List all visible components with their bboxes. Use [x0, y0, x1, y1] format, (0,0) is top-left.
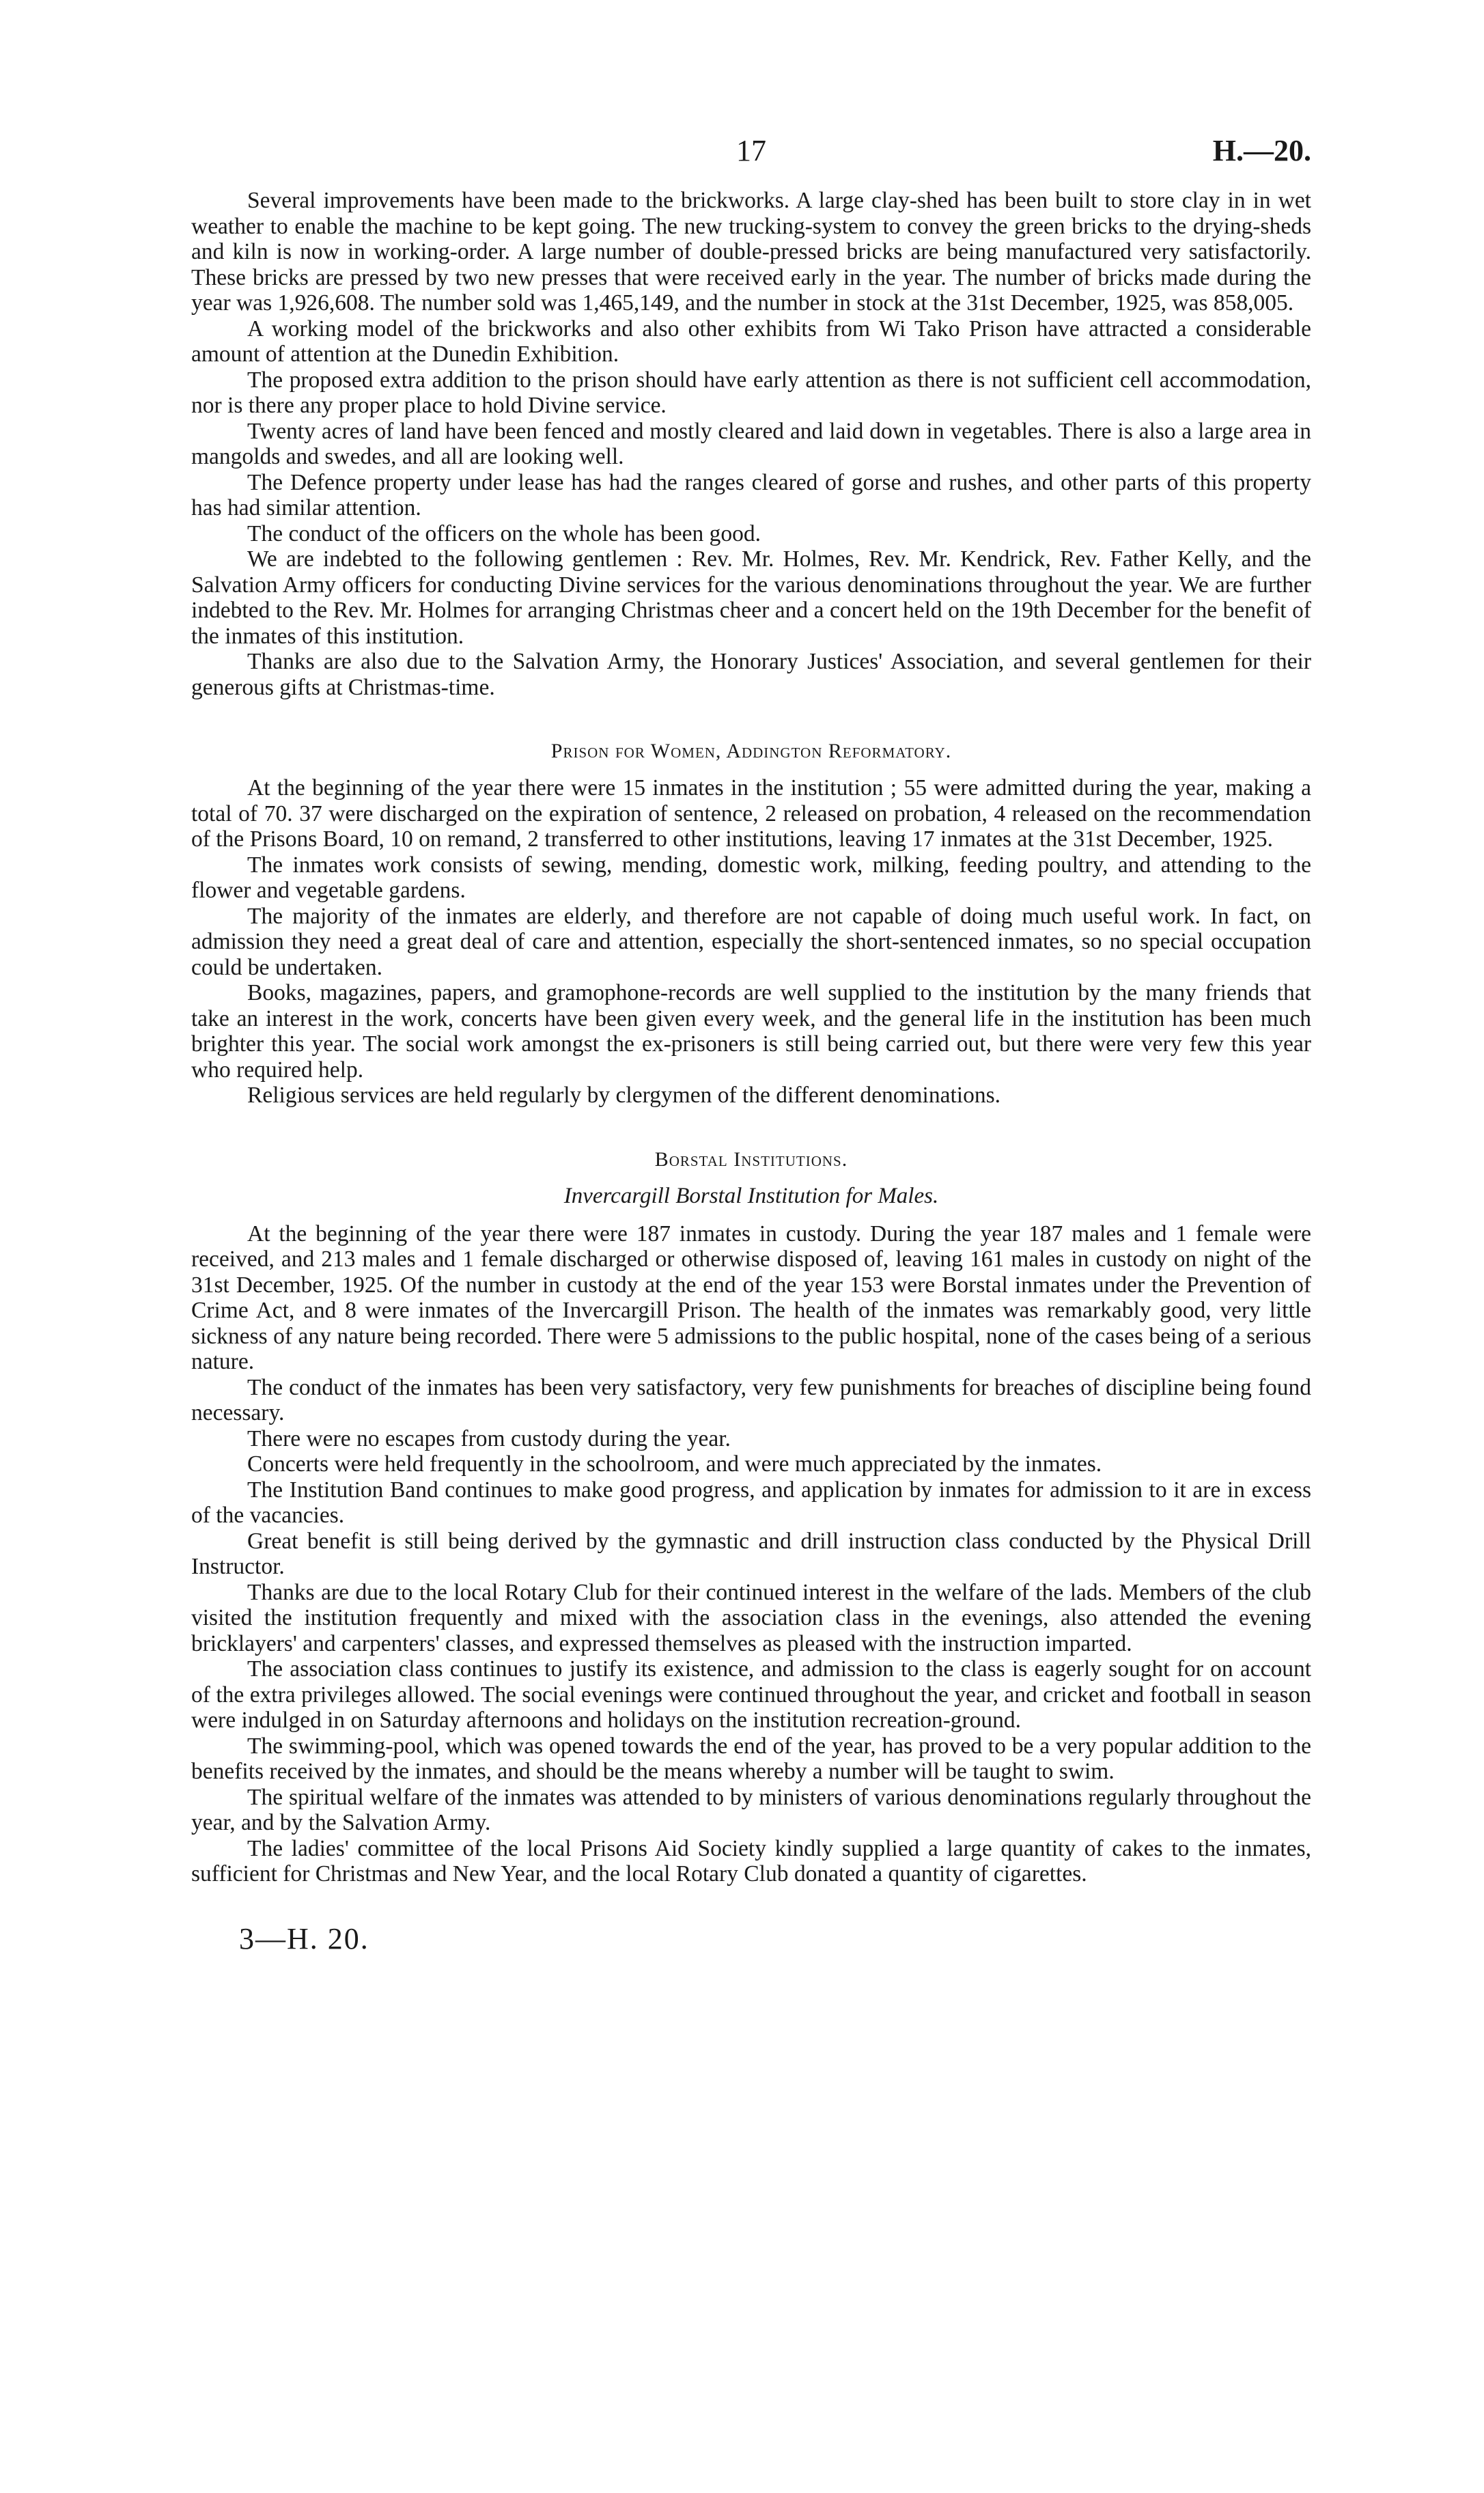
- paragraph: The spiritual welfare of the inmates was attended to by ministers of various denominations regularly throughout the year, and by the Salvation Army.: [191, 1784, 1311, 1835]
- paragraph: The association class continues to justify its existence, and admission to the class is eagerly sought for on account of the extra privileges allowed. The social evenings were continued throughout the year, and cricket and football in season were indulged in on Saturday afternoons and holidays on the institution recreation-ground.: [191, 1656, 1311, 1733]
- paragraph: The majority of the inmates are elderly, and therefore are not capable of doing much useful work. In fact, on admission they need a great deal of care and attention, especially the short-sentenced inmates, so no special occupation could be undertaken.: [191, 903, 1311, 980]
- paragraph: The conduct of the officers on the whole has been good.: [247, 520, 761, 546]
- women-prison-section: [191, 740, 1311, 1109]
- paragraph: The ladies' committee of the local Prisons Aid Society kindly supplied a large quantity of cakes to the inmates, sufficient for Christmas and New Year, and the local Rotary Club donated a quantity of cigarettes.: [191, 1835, 1311, 1886]
- paragraph: The Institution Band continues to make good progress, and application by inmates for admission to it are in excess of the vacancies.: [191, 1477, 1311, 1528]
- paragraph: At the beginning of the year there were 187 inmates in custody. During the year 187 males and 1 female were received, and 213 males and 1 female discharged or otherwise disposed of, leaving 161 males in custody on night of the 31st December, 1925. Of the number in custody at the end of the year 153 were Borstal inmates under the Prevention of Crime Act, and 8 were inmates of the Invercargill Prison. The health of the inmates was remarkably good, very little sickness of any nature being recorded. There were 5 admissions to the public hospital, none of the cases being of a serious nature.: [191, 1221, 1311, 1374]
- paragraph: The inmates work consists of sewing, mending, domestic work, milking, feeding poultry, and attending to the flower and vegetable gardens.: [191, 852, 1311, 903]
- section-heading: Prison for Women, Addington Reformatory.: [550, 740, 952, 762]
- borstal-section: [191, 1148, 1311, 1887]
- paragraph: Twenty acres of land have been fenced and mostly cleared and laid down in vegetables. There is also a large area in mangolds and swedes, and all are looking well.: [191, 418, 1311, 469]
- paragraph: The Defence property under lease has had the ranges cleared of gorse and rushes, and other parts of this property has had similar attention.: [191, 469, 1311, 520]
- paragraph: Thanks are due to the local Rotary Club for their continued interest in the welfare of the lads. Members of the club visited the institution frequently and mixed with the association class in the evenings, also attended the evening bricklayers' and carpenters' classes, and expressed themselves as pleased with the instruction imparted.: [191, 1579, 1311, 1656]
- paragraph: The conduct of the inmates has been very satisfactory, very few punishments for breaches of discipline being found necessary.: [191, 1374, 1311, 1425]
- brickworks-section: [191, 188, 1311, 700]
- paragraph: Concerts were held frequently in the schoolroom, and were much appreciated by the inmates.: [247, 1451, 1102, 1477]
- paragraph: Books, magazines, papers, and gramophone-records are well supplied to the institution by the many friends that take an interest in the work, concerts have been given every week, and the general life in the institution has been much brighter this year. The social work amongst the ex-prisoners is still being carried out, but there were very few this year who required help.: [191, 980, 1311, 1083]
- page-number: 17: [736, 134, 766, 167]
- paragraph: Religious services are held regularly by clergymen of the different denominations.: [247, 1083, 1000, 1108]
- page-header: [191, 133, 1311, 188]
- paragraph: A working model of the brickworks and also other exhibits from Wi Tako Prison have attracted a considerable amount of attention at the Dunedin Exhibition.: [191, 316, 1311, 367]
- paragraph: At the beginning of the year there were 15 inmates in the institution ; 55 were admitted during the year, making a total of 70. 37 were discharged on the expiration of sentence, 2 released on probation, 4 released on the recommendation of the Prisons Board, 10 on remand, 2 transferred to other institutions, leaving 17 inmates at the 31st December, 1925.: [191, 775, 1311, 852]
- paragraph: Thanks are also due to the Salvation Army, the Honorary Justices' Association, and several gentlemen for their generous gifts at Christmas-time.: [191, 649, 1311, 700]
- paragraph: We are indebted to the following gentlemen : Rev. Mr. Holmes, Rev. Mr. Kendrick, Rev. Father Kelly, and the Salvation Army officers for conducting Divine services for the various denominations throughout the year. We are further indebted to the Rev. Mr. Holmes for arranging Christmas cheer and a concert held on the 19th December for the benefit of the inmates of this institution.: [191, 546, 1311, 649]
- paragraph: The proposed extra addition to the prison should have early attention as there is not sufficient cell accommodation, nor is there any proper place to hold Divine service.: [191, 367, 1311, 418]
- paragraph: The swimming-pool, which was opened towards the end of the year, has proved to be a very popular addition to the benefits received by the inmates, and should be the means whereby a number will be taught to swim.: [191, 1733, 1311, 1784]
- document-reference: H.—20.: [1212, 134, 1311, 167]
- paragraph: Several improvements have been made to the brickworks. A large clay-shed has been built to store clay in in wet weather to enable the machine to be kept going. The new trucking-system to convey the green bricks to the drying-sheds and kiln is now in working-order. A large number of double-pressed bricks are being manufactured very satisfactorily. These bricks are pressed by two new presses that were received early in the year. The number of bricks made during the year was 1,926,608. The number sold was 1,465,149, and the number in stock at the 31st December, 1925, was 858,005.: [191, 188, 1311, 316]
- paragraph: There were no escapes from custody during the year.: [247, 1425, 731, 1451]
- document-page: [191, 133, 1311, 1956]
- paragraph: Great benefit is still being derived by the gymnastic and drill instruction class conducted by the Physical Drill Instructor.: [191, 1528, 1311, 1579]
- section-heading: Borstal Institutions.: [654, 1147, 848, 1171]
- signature-mark: 3—H. 20.: [239, 1921, 369, 1955]
- section-subheading: Invercargill Borstal Institution for Males.: [563, 1183, 939, 1208]
